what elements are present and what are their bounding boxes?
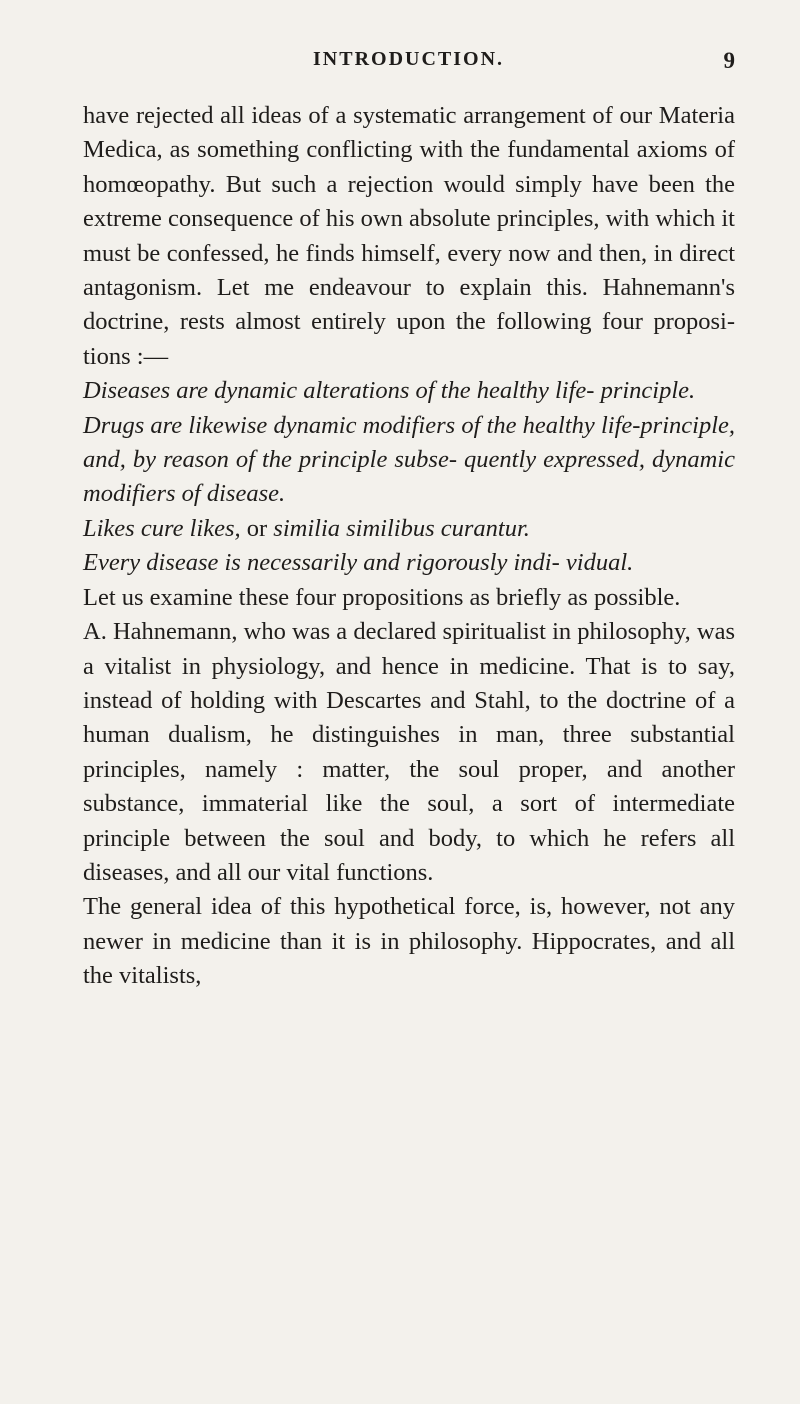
paragraph-opening: have rejected all ideas of a systematic arrangement of our Materia Medica, as something conflicting with the fundamental axioms of homœopathy. But such a rejection would simply have been the extreme consequence of his own absolute principles, with which it must be confessed, he finds himself, every now and then, in direct antagonism. Let me endeavour to explain this. Hahnemann's doctrine, rests almost entirely upon the following four proposi- tions :— [83,102,735,370]
proposition-3 [83,512,735,546]
proposition-3-latin: similia similibus curantur. [273,514,530,542]
proposition-3-english: Likes cure likes, [83,514,241,542]
proposition-4: Every disease is necessarily and rigorously indi- vidual. [83,549,634,577]
paragraph-a: A. Hahnemann, who was a declared spiritualist in philosophy, was a vitalist in physiology, and hence in medicine. That is to say, instead of holding with Descartes and Stahl, to the doctrine of a human dualism, he distinguishes in man, three substantial principles, namely : matter, the soul proper, and another substance, immaterial like the soul, a sort of intermediate principle between the soul and body, to which he refers all diseases, and all our vital functions. [83,618,735,886]
paragraph-general-idea: The general idea of this hypothetical force, is, however, not any newer in medicine than it is in philosophy. Hippocrates, and all the vitalists, [83,893,735,990]
running-head: INTRODUCTION. [313,48,505,70]
proposition-3-or: or [240,514,274,542]
page-header [0,48,800,78]
page-number: 9 [723,48,735,73]
proposition-2: Drugs are likewise dynamic modifiers of the healthy life-principle, and, by reason of the principle subse- quently expressed, dynamic modifiers of disease. [83,411,735,508]
body-text [83,99,735,994]
paragraph-examine: Let us examine these four propositions as briefly as possible. [83,583,681,611]
proposition-1: Diseases are dynamic alterations of the healthy life- principle. [83,377,696,405]
